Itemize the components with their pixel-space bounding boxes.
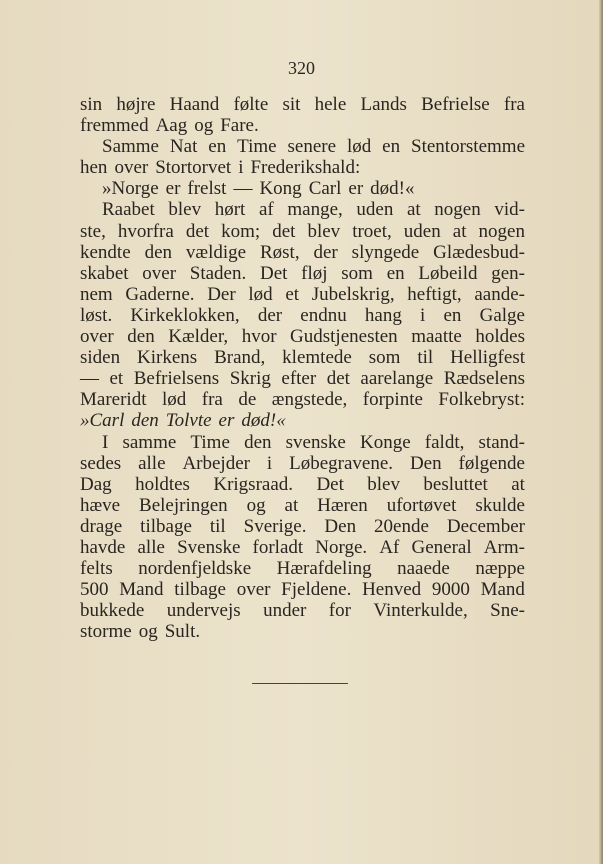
word: som xyxy=(368,347,401,369)
word: heftigt, xyxy=(407,283,462,305)
word: under xyxy=(263,600,307,622)
word: fløj xyxy=(301,262,328,284)
word: Carl xyxy=(308,178,342,200)
word: Befrielsens xyxy=(133,368,220,390)
word: 9000 xyxy=(431,579,470,601)
word: Frederikshald: xyxy=(250,157,361,179)
word: skulde xyxy=(475,494,525,516)
word: Nat xyxy=(169,136,198,158)
text-line xyxy=(80,115,525,136)
text-line xyxy=(80,178,525,199)
word: til xyxy=(209,515,226,537)
word: ængstede, xyxy=(271,389,348,411)
word: undervejs xyxy=(166,600,241,622)
word: sin xyxy=(80,94,103,115)
word: hørt xyxy=(214,199,246,221)
text-line xyxy=(80,326,525,347)
text-line xyxy=(80,579,525,600)
word: Befrielse xyxy=(421,94,490,115)
word: hele xyxy=(314,94,347,115)
word: frelst xyxy=(187,178,227,200)
word: Arm- xyxy=(483,536,525,558)
text-line xyxy=(80,495,525,516)
word: Svenske xyxy=(177,536,241,558)
word: Gaderne. xyxy=(125,283,195,305)
word: Det xyxy=(316,473,344,495)
word: »Carl xyxy=(80,410,125,432)
word: samme xyxy=(122,431,177,453)
word: uden xyxy=(356,199,394,221)
word: lød xyxy=(161,389,187,411)
word: Dag xyxy=(80,473,112,495)
word: 20ende xyxy=(374,515,429,537)
word: til xyxy=(417,347,434,369)
word: tilbage xyxy=(140,515,192,537)
word: faldt, xyxy=(424,431,465,453)
word: og xyxy=(138,621,158,643)
word: Fare. xyxy=(220,115,259,137)
word: Hæren xyxy=(317,494,368,516)
word: at xyxy=(511,473,525,495)
word: Krigsraad. xyxy=(213,473,294,495)
word: som xyxy=(341,262,373,284)
word: fremmed xyxy=(80,115,149,137)
word: fra xyxy=(503,94,525,115)
word: General xyxy=(411,536,472,558)
word: ufortøvet xyxy=(386,494,457,516)
word: troet, xyxy=(352,220,392,242)
word: det xyxy=(326,368,350,390)
text-line xyxy=(80,305,525,326)
word: bukkede xyxy=(80,600,145,622)
word: Tolvte xyxy=(165,410,212,432)
word: Kirkens xyxy=(137,347,198,369)
word: kendte xyxy=(80,241,131,263)
word: den xyxy=(127,326,155,348)
word: tilbage xyxy=(174,579,226,601)
word: efter xyxy=(281,368,317,390)
word: gen- xyxy=(491,262,525,284)
word: hvorfra xyxy=(117,220,174,242)
text-line xyxy=(80,600,525,621)
word: det xyxy=(272,220,296,242)
word: Sverige. xyxy=(243,515,307,537)
word: Time xyxy=(237,136,277,158)
word: vid- xyxy=(494,199,525,221)
word: Den xyxy=(324,515,357,537)
word: naaede xyxy=(397,558,450,580)
word: Mand xyxy=(119,579,164,601)
text-line xyxy=(80,537,525,558)
word: fra xyxy=(201,389,223,411)
word: Gudstjenesten xyxy=(290,326,398,348)
page-number: 320 xyxy=(288,58,315,78)
word: nogen xyxy=(478,220,525,242)
word: den xyxy=(144,241,172,263)
word: er xyxy=(348,178,364,200)
word: sedes xyxy=(80,452,122,474)
text-line xyxy=(80,136,525,157)
word: en xyxy=(382,136,401,158)
word: hang xyxy=(364,304,402,326)
word: hæve xyxy=(80,494,121,516)
word: Samme xyxy=(102,136,159,158)
word: havde xyxy=(80,536,126,558)
text-line xyxy=(80,516,525,537)
word: Brand, xyxy=(214,347,266,369)
word: hen xyxy=(80,157,108,179)
text-line xyxy=(80,94,525,115)
word: felts xyxy=(80,558,113,580)
word: Fjeldene. xyxy=(281,579,352,601)
word: svenske xyxy=(285,431,346,453)
word: at xyxy=(452,220,467,242)
word: næppe xyxy=(475,558,525,580)
word: Jubelskrig, xyxy=(311,283,395,305)
word: Glædesbud- xyxy=(433,241,525,263)
body-text xyxy=(80,94,525,642)
word: Henved xyxy=(362,579,422,601)
text-line xyxy=(80,474,525,495)
word: de xyxy=(238,389,257,411)
word: — xyxy=(80,368,99,390)
word: Mand xyxy=(480,579,525,601)
word: Af xyxy=(379,536,400,558)
word: Løbegravene. xyxy=(289,452,394,474)
text-line xyxy=(80,453,525,474)
word: forpinte xyxy=(362,389,423,411)
text-line xyxy=(80,389,525,410)
word: mange, xyxy=(287,199,343,221)
text-line xyxy=(80,284,525,305)
word: over xyxy=(80,326,114,348)
word: i xyxy=(420,304,426,326)
word: lød xyxy=(346,136,372,158)
word: Time xyxy=(190,431,230,453)
text-line xyxy=(80,199,525,220)
word: kom; xyxy=(221,220,261,242)
word: aarelange xyxy=(360,368,434,390)
word: holdtes xyxy=(135,473,190,495)
word: Lands xyxy=(360,94,407,115)
word: højre xyxy=(116,94,156,115)
text-line xyxy=(80,347,525,368)
word: maatte xyxy=(411,326,462,348)
word: skabet xyxy=(80,262,129,284)
word: Belejringen xyxy=(139,494,228,516)
word: og xyxy=(246,494,266,516)
word: Røst, xyxy=(259,241,300,263)
word: nordenfjeldske xyxy=(138,558,252,580)
word: Der xyxy=(207,283,236,305)
word: over xyxy=(142,262,177,284)
word: en xyxy=(386,262,405,284)
word: Konge xyxy=(359,431,411,453)
word: løst. xyxy=(80,304,113,326)
word: alle xyxy=(138,452,166,474)
word: Skrig xyxy=(229,368,271,390)
word: senere xyxy=(287,136,337,158)
word: holdes xyxy=(475,326,525,348)
word: uden xyxy=(403,220,441,242)
text-line xyxy=(80,263,525,284)
text-line xyxy=(80,410,525,431)
text-line xyxy=(80,432,525,453)
word: følgende xyxy=(458,452,525,474)
word: Raabet xyxy=(102,199,155,221)
word: I xyxy=(102,431,109,453)
word: Kælder, xyxy=(168,326,229,348)
word: Kirkeklokken, xyxy=(130,304,240,326)
word: et xyxy=(285,283,300,305)
word: Den xyxy=(409,452,442,474)
text-line xyxy=(80,368,525,389)
word: nogen xyxy=(434,199,481,221)
word: er xyxy=(218,410,235,432)
word: December xyxy=(446,515,525,537)
word: drage xyxy=(80,515,123,537)
word: Folkebryst: xyxy=(438,389,525,411)
word: for xyxy=(328,600,351,622)
word: ste, xyxy=(80,220,106,242)
page-edge-shadow xyxy=(599,0,603,864)
word: stand- xyxy=(478,431,525,453)
word: død!« xyxy=(370,178,415,200)
word: endnu xyxy=(300,304,347,326)
word: død!« xyxy=(241,410,286,432)
word: af xyxy=(258,199,274,221)
word: der xyxy=(257,304,283,326)
text-line xyxy=(80,157,525,178)
word: hvor xyxy=(241,326,277,348)
end-rule-divider xyxy=(252,683,348,684)
word: Hærafdeling xyxy=(276,558,372,580)
word: aande- xyxy=(474,283,525,305)
word: Sne- xyxy=(490,600,525,622)
word: — xyxy=(233,178,253,200)
word: Aag xyxy=(155,115,188,137)
word: over xyxy=(114,157,149,179)
word: Norge. xyxy=(315,536,368,558)
word: blev xyxy=(168,199,202,221)
word: siden xyxy=(80,347,121,369)
word: Det xyxy=(259,262,288,284)
word: 500 xyxy=(80,579,109,601)
word: blev xyxy=(367,473,400,495)
word: nem xyxy=(80,283,113,305)
word: »Norge xyxy=(102,178,159,200)
word: storme xyxy=(80,621,132,643)
word: Helligfest xyxy=(450,347,525,369)
word: er xyxy=(165,178,181,200)
word: Stentorstemme xyxy=(411,136,525,158)
word: sit xyxy=(282,94,301,115)
word: at xyxy=(406,199,421,221)
word: den xyxy=(131,410,159,432)
word: Staden. xyxy=(189,262,247,284)
word: Kong xyxy=(259,178,302,200)
word: alle xyxy=(137,536,165,558)
word: og xyxy=(194,115,214,137)
word: Galge xyxy=(479,304,525,326)
word: slyngede xyxy=(351,241,420,263)
word: at xyxy=(284,494,299,516)
word: en xyxy=(443,304,462,326)
word: Arbejder xyxy=(182,452,250,474)
text-line xyxy=(80,621,525,642)
word: den xyxy=(244,431,272,453)
word: blev xyxy=(307,220,341,242)
word: forladt xyxy=(252,536,304,558)
text-line xyxy=(80,242,525,263)
word: Løbeild xyxy=(418,262,478,284)
word: Stortorvet xyxy=(155,157,232,179)
text-line xyxy=(80,221,525,242)
word: følte xyxy=(233,94,269,115)
word: det xyxy=(185,220,210,242)
word: klemtede xyxy=(282,347,352,369)
word: Sult. xyxy=(164,621,201,643)
word: besluttet xyxy=(423,473,488,495)
word: i xyxy=(266,452,273,474)
word: Haand xyxy=(169,94,220,115)
word: Mareridt xyxy=(80,389,147,411)
word: lød xyxy=(248,283,273,305)
word: vældige xyxy=(185,241,247,263)
word: over xyxy=(236,579,271,601)
text-line xyxy=(80,558,525,579)
word: i xyxy=(238,157,244,179)
word: et xyxy=(109,368,124,390)
word: en xyxy=(208,136,227,158)
word: Vinterkulde, xyxy=(373,600,468,622)
word: Rædselens xyxy=(443,368,525,390)
word: der xyxy=(313,241,338,263)
